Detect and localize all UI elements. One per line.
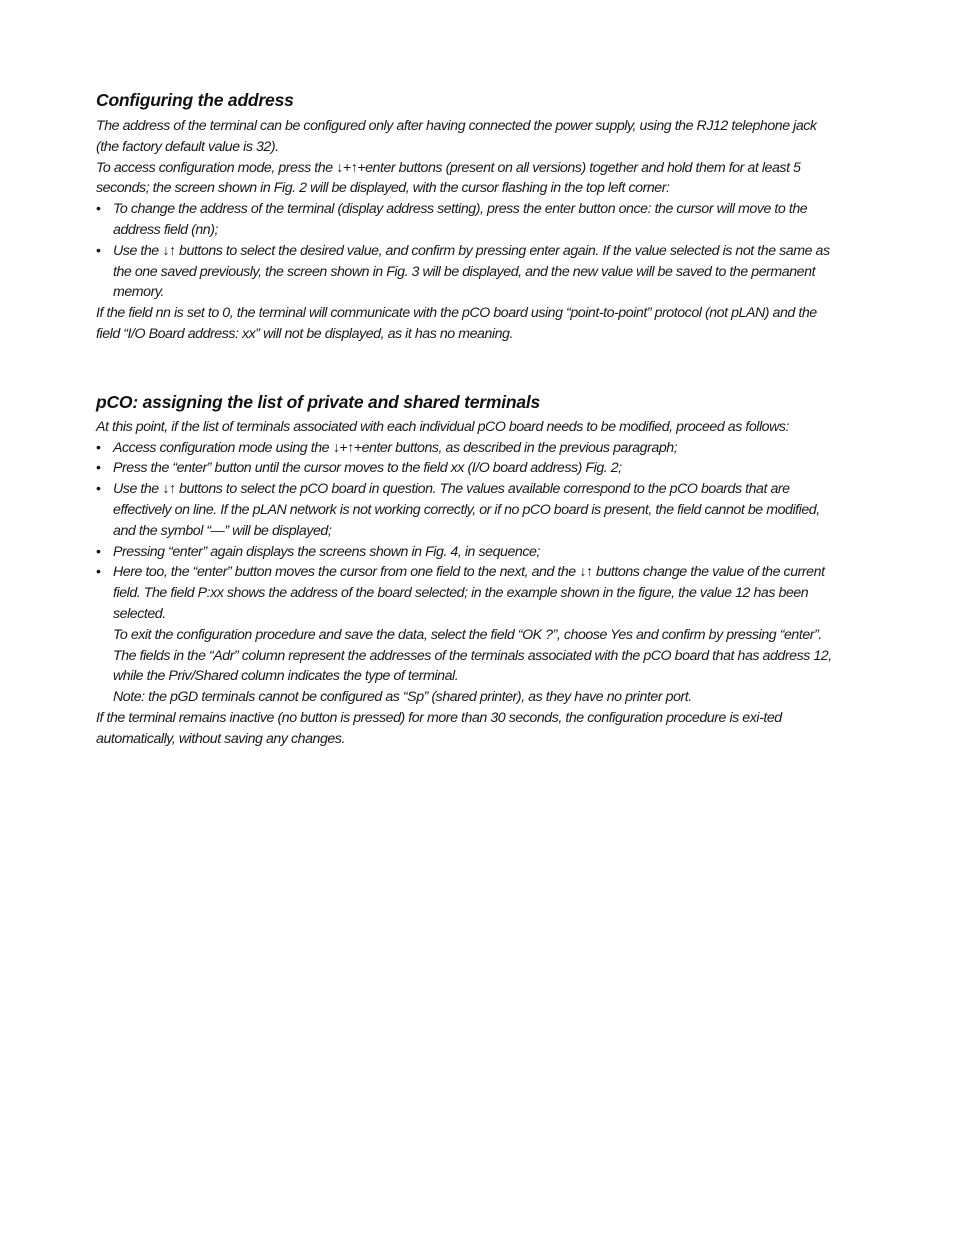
indented-paragraph: To exit the configuration procedure and save the data, select the field “OK ?”, choose Yes and confirm by pressing “enter”.	[113, 626, 822, 643]
list-item: • Use the ↓↑ buttons to select the pCO board in question. The values available correspond to the pCO boards that are effectively on line. If the pLAN network is not working correctly, or if no pCO board is present, the field cannot be modified, and the symbol “—” will be displayed;	[96, 479, 841, 541]
bullet-list	[96, 438, 841, 625]
paragraph: At this point, if the list of terminals associated with each individual pCO board needs to be modified, proceed as follows:	[96, 418, 790, 435]
document-page	[96, 88, 841, 750]
indented-paragraph: The fields in the “Adr” column represent the addresses of the terminals associated with the pCO board that has address 12, while the Priv/Shared column indicates the type of terminal.	[113, 647, 832, 685]
section-assigning-terminals	[96, 390, 841, 750]
section-title: pCO: assigning the list of private and shared terminals	[96, 391, 541, 412]
section-title: Configuring the address	[96, 90, 294, 110]
paragraph: If the field nn is set to 0, the terminal will communicate with the pCO board using “point-to-point” protocol (not pLAN) and the field “I/O Board address: xx” will not be displayed, as it has no meaning.	[96, 305, 817, 342]
paragraph: The address of the terminal can be configured only after having connected the power supply, using the RJ12 telephone jack (the factory default value is 32).	[96, 118, 817, 155]
section-configuring-address	[96, 88, 841, 345]
paragraph: If the terminal remains inactive (no button is pressed) for more than 30 seconds, the configuration procedure is exi-ted automatically, without saving any changes.	[96, 709, 782, 747]
list-item: • Use the ↓↑ buttons to select the desired value, and confirm by pressing enter again. If the value selected is not the same as the one saved previously, the screen shown in Fig. 3 will be displayed, and the new value will be saved to the permanent memory.	[96, 241, 841, 303]
list-item: • Here too, the “enter” button moves the cursor from one field to the next, and the ↓↑ buttons change the value of the current field. The field P:xx shows the address of the board selected; in the example shown in the figure, the value 12 has been selected.	[96, 562, 841, 624]
list-item: • Access configuration mode using the ↓+↑+enter buttons, as described in the previous paragraph;	[96, 438, 841, 459]
paragraph: To access configuration mode, press the ↓+↑+enter buttons (present on all versions) together and hold them for at least 5 seconds; the screen shown in Fig. 2 will be displayed, with the cursor flashing in the top left corner:	[96, 159, 801, 197]
list-item: • Pressing “enter” again displays the screens shown in Fig. 4, in sequence;	[96, 542, 841, 563]
list-item: • To change the address of the terminal (display address setting), press the enter button once: the cursor will move to the address field (nn);	[96, 199, 841, 241]
indented-paragraph: Note: the pGD terminals cannot be configured as “Sp” (shared printer), as they have no printer port.	[113, 689, 692, 706]
bullet-list	[96, 199, 841, 303]
list-item: • Press the “enter” button until the cursor moves to the field xx (I/O board address) Fig. 2;	[96, 458, 841, 479]
